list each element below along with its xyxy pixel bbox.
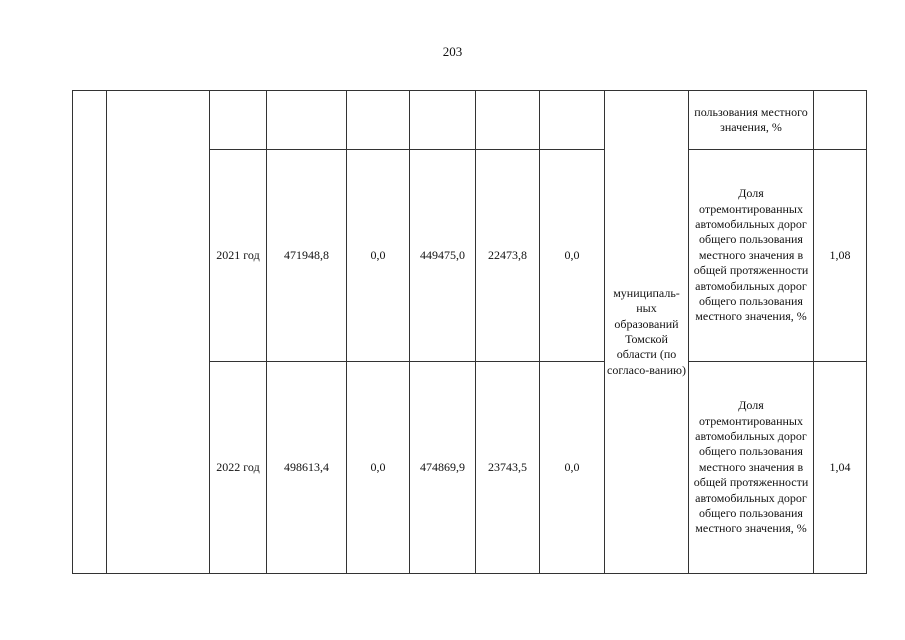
local-budget-cell	[476, 91, 540, 150]
page-number: 203	[442, 44, 463, 59]
indicator-name-cell: Доля отремонтированных автомобильных дорог общего пользования местного значения в общей протяженности автомобильных дорог общего пользования местного значения, %	[689, 150, 814, 362]
regional-budget-cell: 474869,9	[410, 362, 476, 574]
federal-budget-cell	[347, 91, 410, 150]
executor-cell: муниципаль-ных образований Томской области (по согласо-ванию)	[605, 91, 689, 574]
program-table	[72, 90, 867, 574]
federal-budget-cell: 0,0	[347, 362, 410, 574]
local-budget-cell: 22473,8	[476, 150, 540, 362]
task-name-cell	[107, 91, 210, 574]
regional-budget-cell: 449475,0	[410, 150, 476, 362]
other-sources-cell	[540, 91, 605, 150]
total-funding-cell: 498613,4	[267, 362, 347, 574]
other-sources-cell: 0,0	[540, 362, 605, 574]
total-funding-cell	[267, 91, 347, 150]
local-budget-cell: 23743,5	[476, 362, 540, 574]
indicator-name-cell: пользования местного значения, %	[689, 91, 814, 150]
table-row	[73, 91, 867, 150]
indicator-value-cell: 1,08	[814, 150, 867, 362]
indicator-value-cell	[814, 91, 867, 150]
year-cell	[210, 91, 267, 150]
indicator-value-cell: 1,04	[814, 362, 867, 574]
year-cell: 2021 год	[210, 150, 267, 362]
other-sources-cell: 0,0	[540, 150, 605, 362]
indicator-name-cell: Доля отремонтированных автомобильных дорог общего пользования местного значения в общей протяженности автомобильных дорог общего пользования местного значения, %	[689, 362, 814, 574]
number-cell	[73, 91, 107, 574]
year-cell: 2022 год	[210, 362, 267, 574]
total-funding-cell: 471948,8	[267, 150, 347, 362]
federal-budget-cell: 0,0	[347, 150, 410, 362]
regional-budget-cell	[410, 91, 476, 150]
